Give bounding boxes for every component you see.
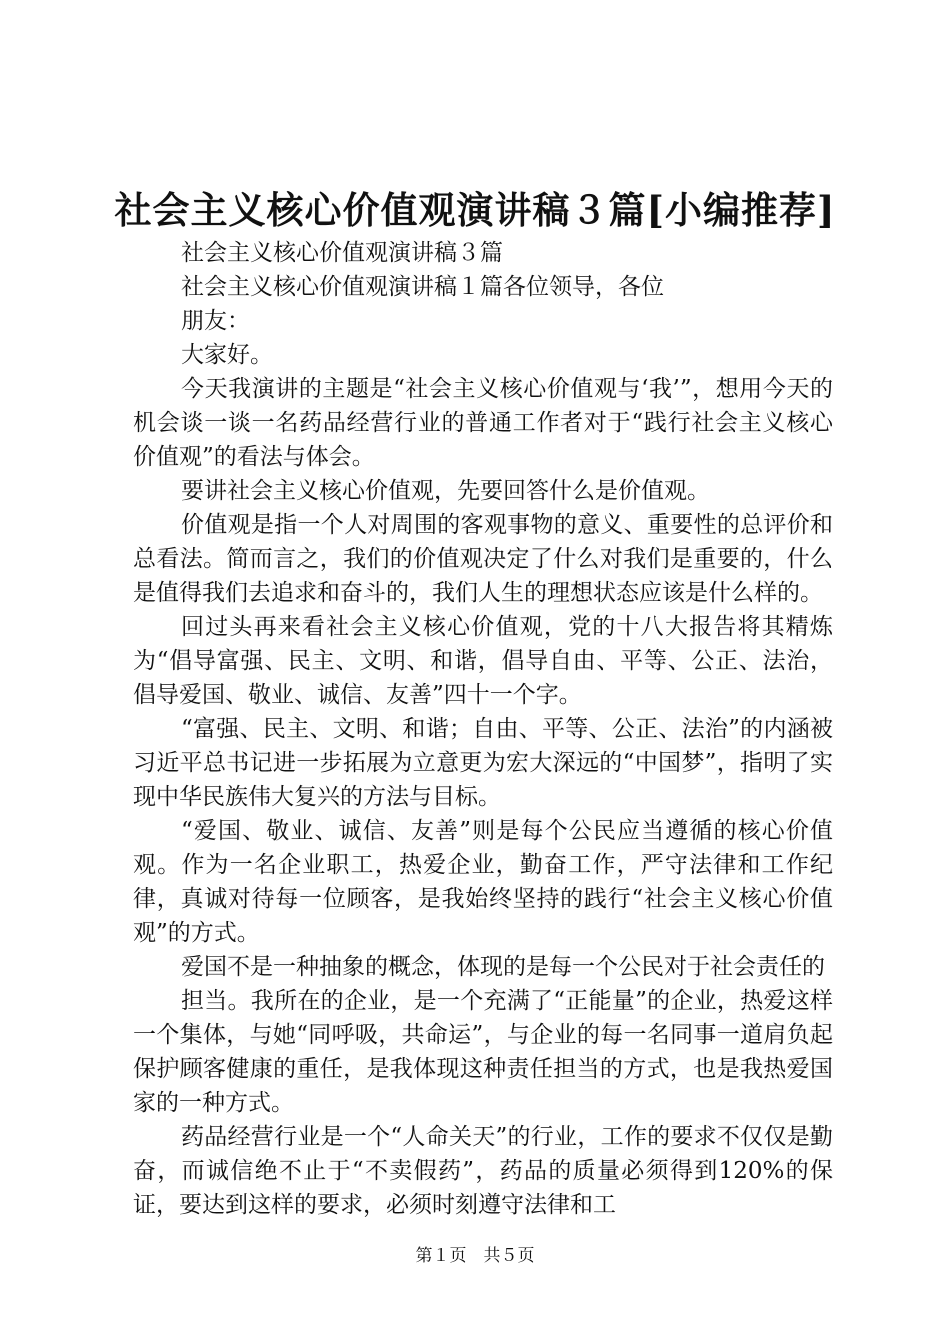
paragraph: 爱国不是一种抽象的概念，体现的是每一个公民对于社会责任的 (181, 954, 825, 980)
paragraph: “富强、民主、文明、和谐；自由、平等、公正、法治”的内涵被习近平总书记进一步拓展为立意更为宏大深远的“中国梦”，指明了实现中华民族伟大复兴的方法与目标。 (133, 716, 833, 810)
paragraph: 要讲社会主义核心价值观，先要回答什么是价值观。 (181, 478, 710, 504)
document-body (133, 236, 833, 1222)
paragraph: 价值观是指一个人对周围的客观事物的意义、重要性的总评价和总看法。简而言之，我们的价值观决定了什么对我们是重要的，什么是值得我们去追求和奋斗的，我们人生的理想状态应该是什么样的。 (133, 512, 833, 606)
paragraph: “爱国、敬业、诚信、友善”则是每个公民应当遵循的核心价值观。作为一名企业职工，热爱企业，勤奋工作，严守法律和工作纪律，真诚对待每一位顾客，是我始终坚持的践行“社会主义核心价值观”的方式。 (133, 818, 833, 946)
paragraph-heading-line: 朋友： (181, 308, 250, 334)
page-footer: 第１页 共５页 (415, 1246, 535, 1266)
paragraph: 回过头再来看社会主义核心价值观，党的十八大报告将其精炼为“倡导富强、民主、文明、和谐，倡导自由、平等、公正、法治，倡导爱国、敬业、诚信、友善”四十一个字。 (133, 614, 833, 708)
document-title: 社会主义核心价值观演讲稿３篇[小编推荐] (114, 188, 836, 232)
paragraph-subtitle: 社会主义核心价值观演讲稿３篇 (181, 240, 503, 266)
paragraph-heading-line: 社会主义核心价值观演讲稿１篇各位领导，各位 (181, 274, 664, 300)
paragraph: 药品经营行业是一个“人命关天”的行业，工作的要求不仅仅是勤奋，而诚信绝不止于“不卖假药”，药品的质量必须得到120%的保证，要达到这样的要求，必须时刻遵守法律和工 (133, 1124, 833, 1218)
paragraph: 今天我演讲的主题是“社会主义核心价值观与‘我’”，想用今天的机会谈一谈一名药品经营行业的普通工作者对于“践行社会主义核心价值观”的看法与体会。 (133, 376, 833, 470)
paragraph-greeting: 大家好。 (181, 342, 273, 368)
paragraph: 担当。我所在的企业，是一个充满了“正能量”的企业，热爱这样一个集体，与她“同呼吸，共命运”，与企业的每一名同事一道肩负起保护顾客健康的重任，是我体现这种责任担当的方式，也是我热爱国家的一种方式。 (133, 988, 833, 1116)
